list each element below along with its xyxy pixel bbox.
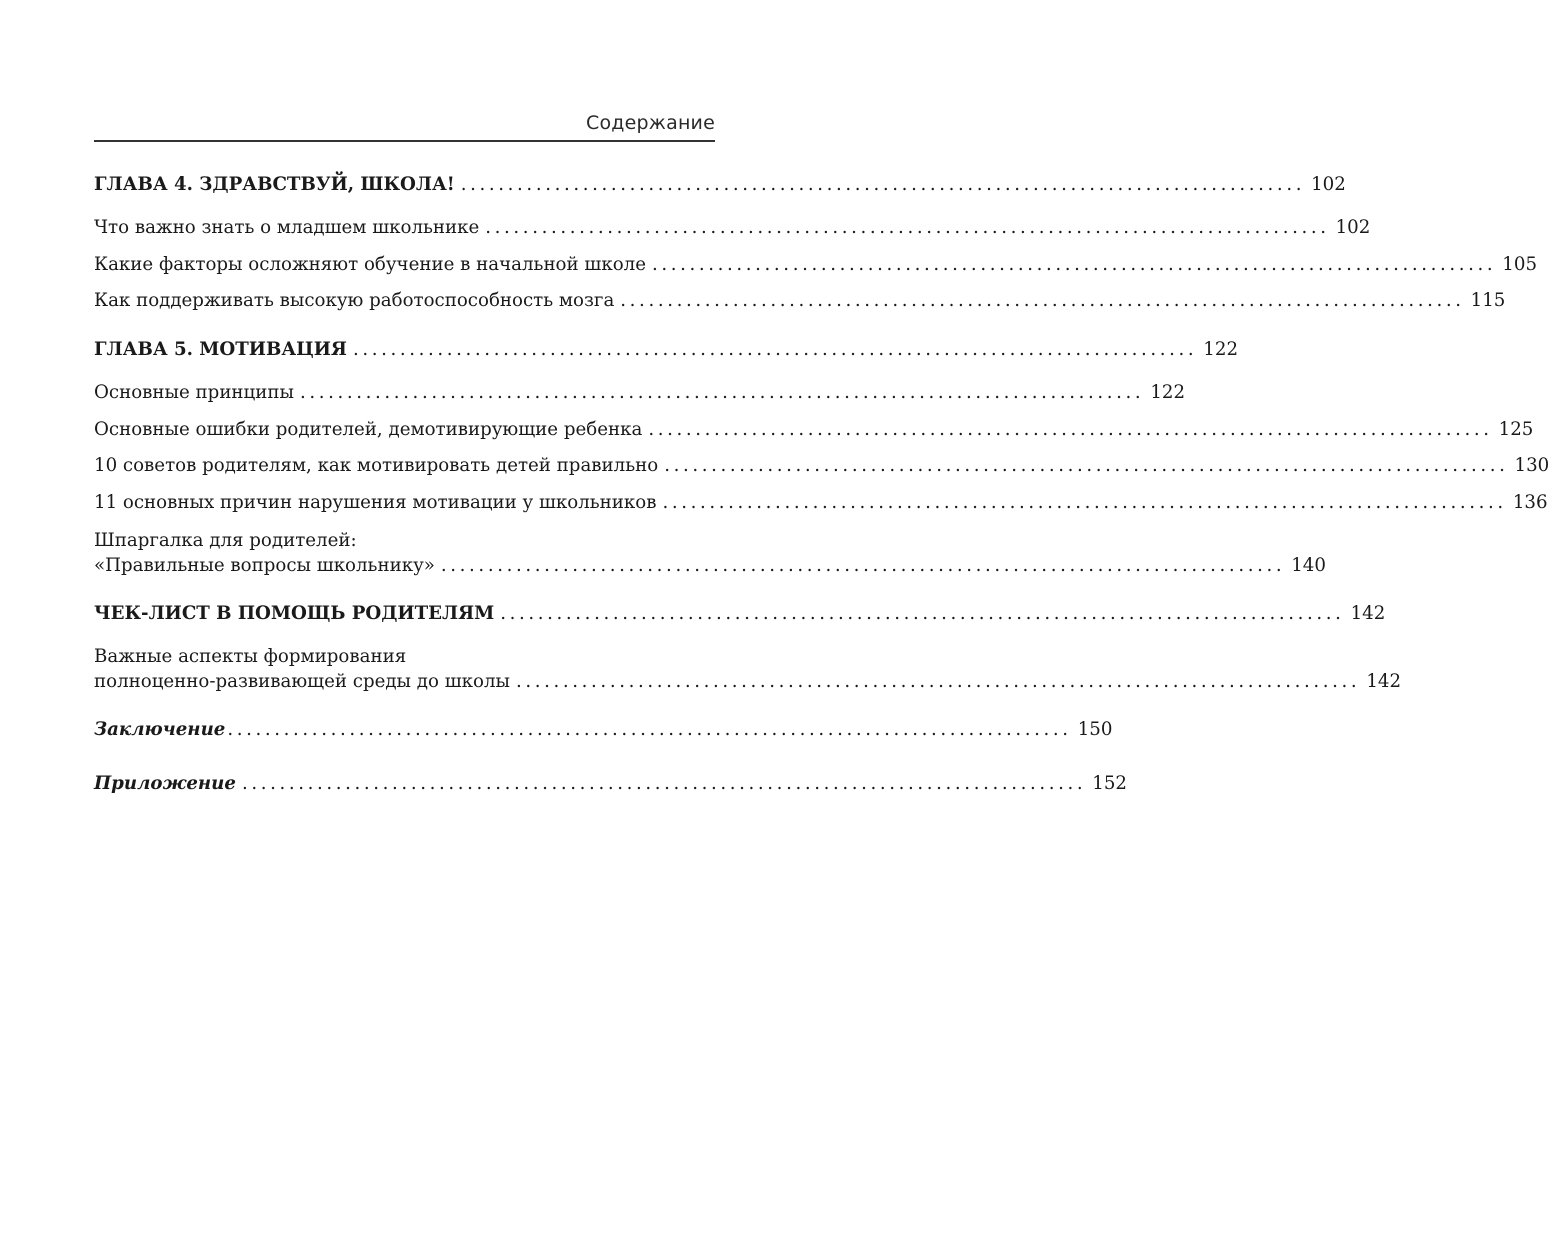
toc-entry[interactable]	[94, 490, 1548, 515]
toc-entry-page: 102	[1311, 174, 1346, 195]
toc-entry-title: ГЛАВА 5. МОТИВАЦИЯ	[94, 339, 347, 360]
toc-entry-page: 105	[1502, 254, 1538, 275]
running-header	[94, 106, 715, 142]
toc-entry-page: 122	[1150, 382, 1186, 403]
dot-leader: ..........................................................................................	[440, 555, 1286, 576]
toc-entry-title: Приложение	[94, 773, 236, 794]
toc-entry-page: 115	[1470, 290, 1506, 311]
dot-leader: ..........................................................................................	[352, 339, 1198, 360]
toc-entry-title: «Правильные вопросы школьнику»	[94, 555, 435, 576]
toc-entry[interactable]	[94, 528, 1326, 578]
toc-entry-page: 140	[1291, 555, 1326, 576]
toc-entry-page: 125	[1498, 419, 1534, 440]
toc-entry[interactable]	[94, 215, 1371, 240]
toc-entry-title: ГЛАВА 4. ЗДРАВСТВУЙ, ШКОЛА!	[94, 174, 455, 195]
toc-entry-page: 142	[1366, 671, 1402, 692]
dot-leader: ..........................................................................................	[516, 671, 1361, 692]
toc-entry-chapter-4[interactable]	[94, 172, 1346, 197]
toc-entry-appendix[interactable]	[94, 771, 1127, 796]
dot-leader: ..........................................................................................	[648, 419, 1493, 440]
toc-entry-conclusion[interactable]	[94, 717, 1113, 742]
toc-entry-title: Как поддерживать высокую работоспособность мозга	[94, 290, 615, 311]
toc-entry-page: 102	[1335, 217, 1371, 238]
toc-entry-page: 122	[1203, 339, 1239, 360]
toc-entry[interactable]	[94, 644, 1402, 694]
toc-entry-page: 130	[1514, 455, 1549, 476]
toc-entry[interactable]	[94, 380, 1186, 405]
dot-leader: ..........................................................................................	[651, 254, 1497, 275]
toc-entry-page: 142	[1350, 603, 1386, 624]
toc-entry-title: полноценно-развивающей среды до школы	[94, 671, 510, 692]
toc-entry-title: Заключение	[94, 719, 226, 740]
toc-entry-title: Основные принципы	[94, 382, 294, 403]
toc-entry[interactable]	[94, 288, 1506, 313]
dot-leader: ..........................................................................................	[662, 492, 1507, 513]
toc-entry-title: 11 основных причин нарушения мотивации у школьников	[94, 492, 657, 513]
toc-entry-title: Какие факторы осложняют обучение в начальной школе	[94, 254, 646, 275]
dot-leader: ..........................................................................................	[227, 719, 1072, 740]
header-title: Содержание	[586, 112, 715, 134]
toc-entry[interactable]	[94, 252, 1538, 277]
toc-entry-checklist[interactable]	[94, 601, 1386, 626]
toc-entry-page: 152	[1092, 773, 1127, 794]
toc-entry-title-line1: Важные аспекты формирования	[94, 646, 407, 667]
dot-leader: ..........................................................................................	[299, 382, 1145, 403]
toc-entry-title-line1: Шпаргалка для родителей:	[94, 530, 357, 551]
dot-leader: ..........................................................................................	[500, 603, 1345, 624]
toc-entry[interactable]	[94, 453, 1549, 478]
toc-entry-title: 10 советов родителям, как мотивировать детей правильно	[94, 455, 659, 476]
toc-entry-page: 136	[1512, 492, 1548, 513]
dot-leader: ..........................................................................................	[460, 174, 1306, 195]
dot-leader: ..........................................................................................	[485, 217, 1330, 238]
dot-leader: ..........................................................................................	[620, 290, 1465, 311]
toc-entry-title: Что важно знать о младшем школьнике	[94, 217, 480, 238]
toc-entry[interactable]	[94, 417, 1534, 442]
toc-entry-chapter-5[interactable]	[94, 337, 1239, 362]
dot-leader: ..........................................................................................	[241, 773, 1087, 794]
toc-entry-title: ЧЕК-ЛИСТ В ПОМОЩЬ РОДИТЕЛЯМ	[94, 603, 495, 624]
toc-entry-title: Основные ошибки родителей, демотивирующие ребенка	[94, 419, 643, 440]
toc-entry-page: 150	[1077, 719, 1113, 740]
dot-leader: ..........................................................................................	[664, 455, 1509, 476]
